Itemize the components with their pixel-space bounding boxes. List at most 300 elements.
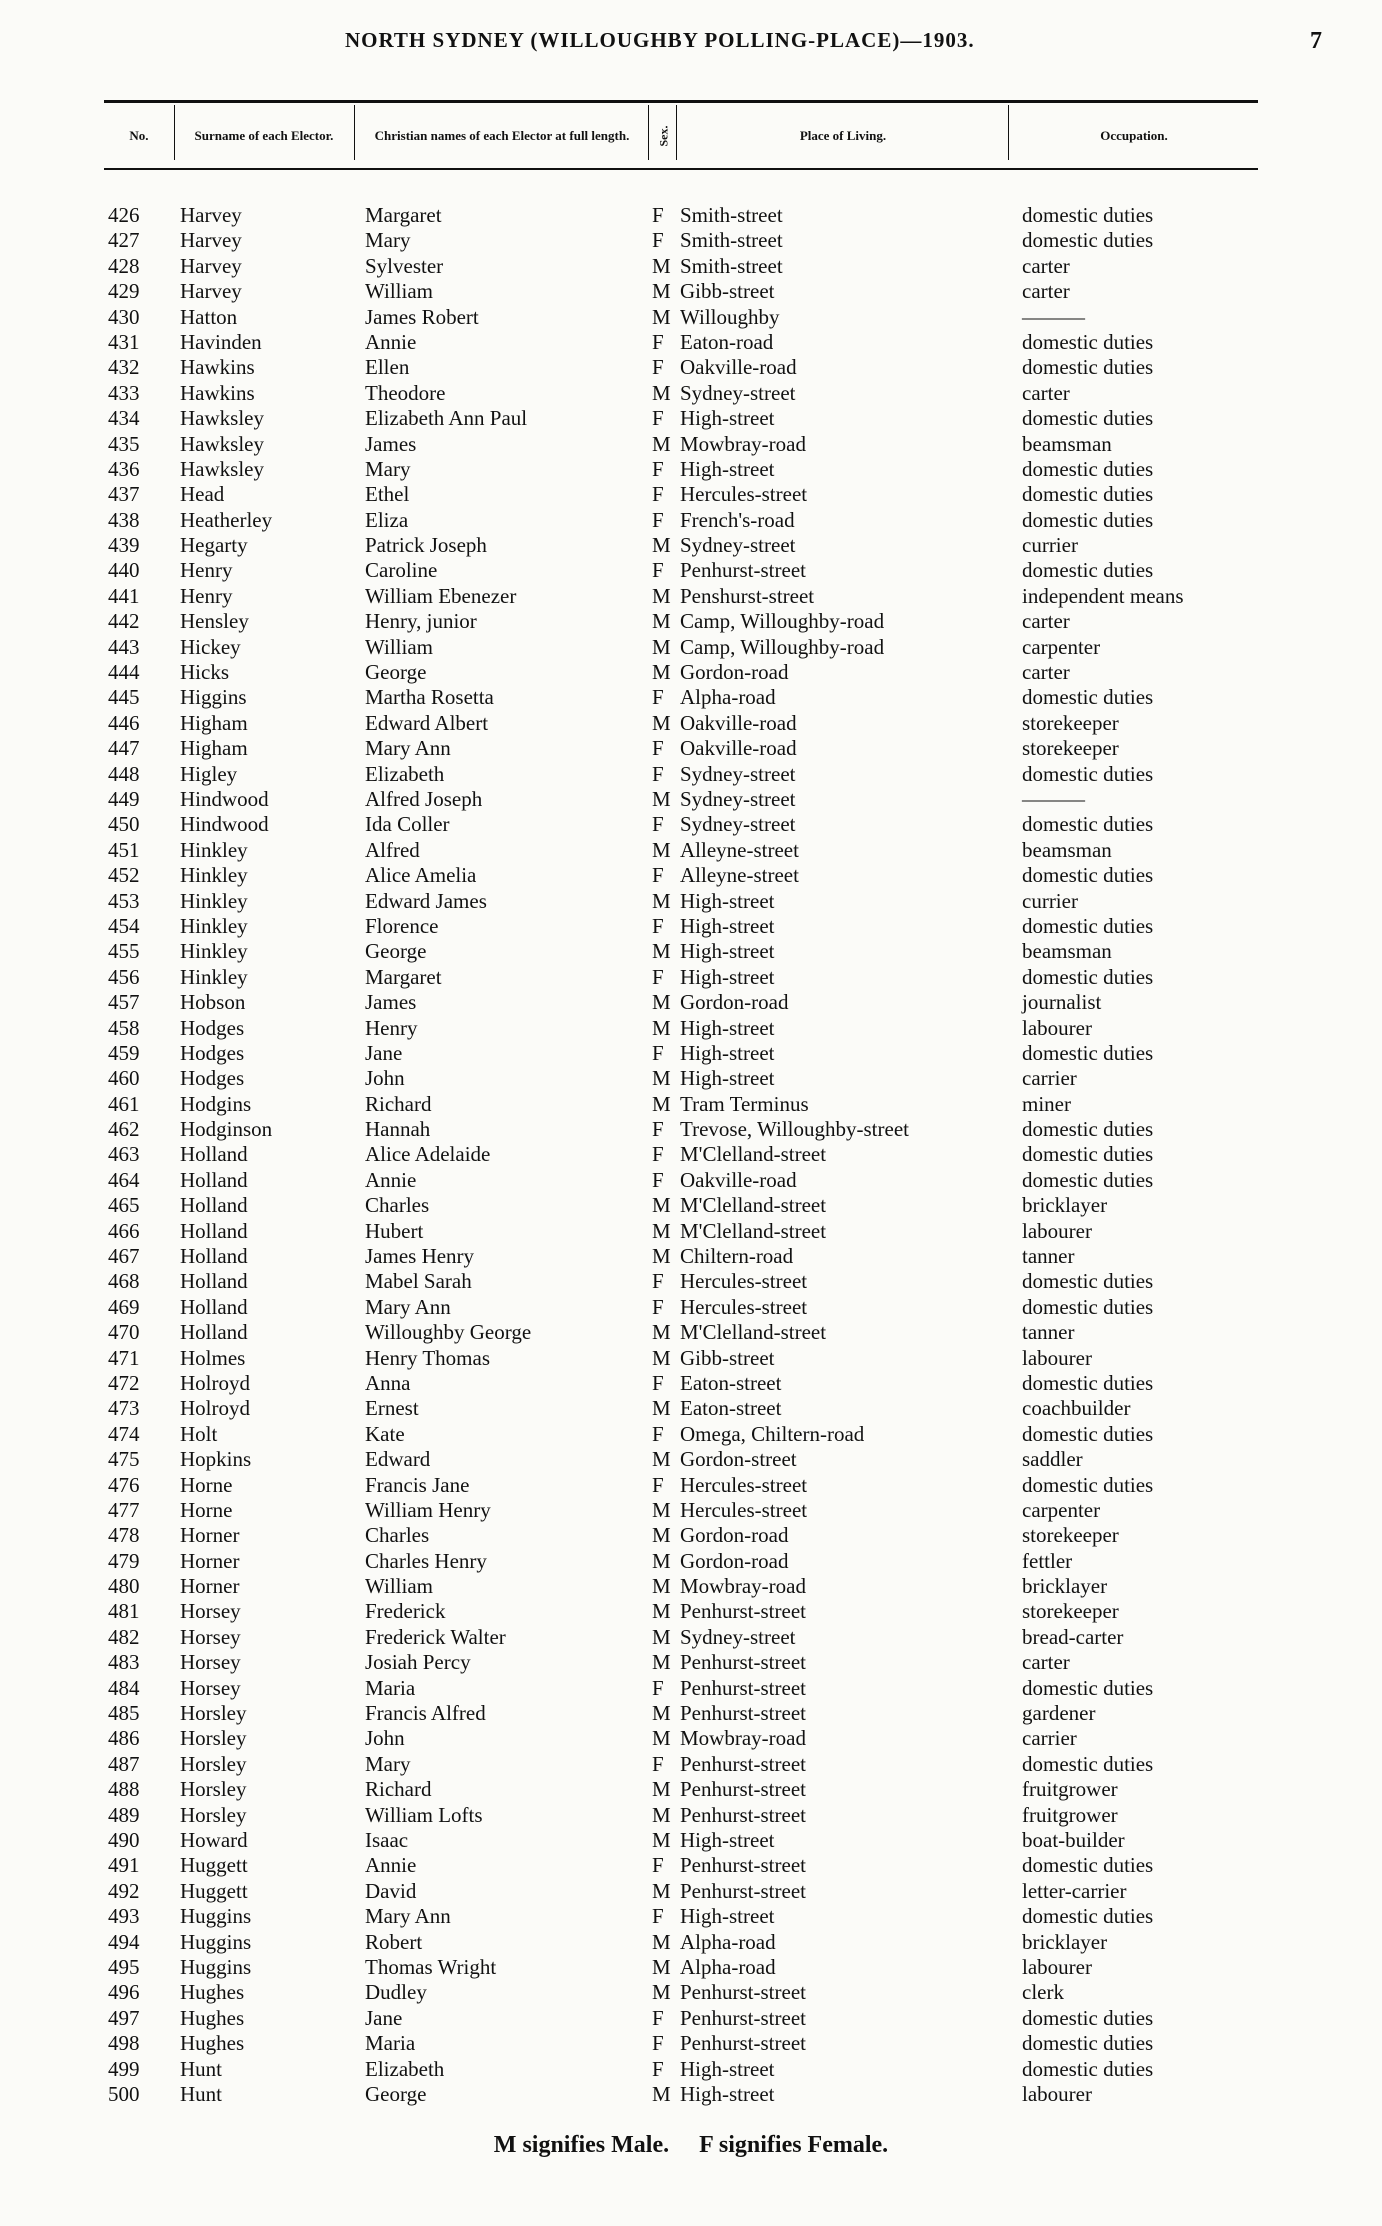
elector-place-of-living: Penhurst-street [680,2005,806,2030]
elector-sex: F [652,761,664,786]
elector-surname: Horsley [180,1726,247,1751]
elector-sex: F [652,1117,664,1142]
elector-surname: Horsey [180,1675,241,1700]
table-header [104,100,1258,170]
footer-legend [0,2132,1382,2159]
elector-sex: M [652,304,671,329]
elector-christian-names: Alfred Joseph [365,786,483,811]
elector-occupation: domestic duties [1022,456,1154,481]
elector-surname: Harvey [180,228,242,253]
elector-sex: M [652,533,671,558]
elector-surname: Horne [180,1497,233,1522]
elector-place-of-living: French's-road [680,507,795,532]
elector-place-of-living: Oakville-road [680,1167,797,1192]
elector-surname: Horsey [180,1650,241,1675]
elector-surname: Higley [180,761,238,786]
table-row [0,1219,1382,1244]
elector-sex: M [652,2081,671,2106]
elector-sex: F [652,456,664,481]
table-row [0,1371,1382,1396]
elector-occupation: domestic duties [1022,2005,1154,2030]
table-row [0,406,1382,431]
elector-sex: M [652,837,671,862]
table-row [0,330,1382,355]
elector-christian-names: Charles Henry [365,1548,487,1573]
elector-sex: M [652,1193,671,1218]
elector-christian-names: Mary Ann [365,736,451,761]
table-row [0,685,1382,710]
elector-number: 443 [108,634,140,659]
elector-occupation: carter [1022,279,1070,304]
elector-number: 433 [108,380,140,405]
table-row [0,1599,1382,1624]
table-row [0,838,1382,863]
elector-surname: Horner [180,1548,240,1573]
elector-place-of-living: Sydney-street [680,786,796,811]
elector-occupation: carpenter [1022,634,1101,659]
elector-christian-names: Margaret [365,964,442,989]
elector-occupation: carter [1022,1650,1070,1675]
elector-christian-names: Hannah [365,1117,431,1142]
elector-sex: M [652,634,671,659]
elector-number: 446 [108,710,140,735]
elector-occupation: domestic duties [1022,1294,1154,1319]
elector-place-of-living: Gibb-street [680,279,775,304]
table-row [0,711,1382,736]
table-row [0,279,1382,304]
elector-occupation: bricklayer [1022,1574,1108,1599]
table-row [0,508,1382,533]
elector-number: 500 [108,2081,140,2106]
elector-number: 486 [108,1726,140,1751]
elector-sex: M [652,1650,671,1675]
elector-number: 456 [108,964,140,989]
elector-number: 427 [108,228,140,253]
table-row [0,1016,1382,1041]
elector-sex: F [652,685,664,710]
elector-christian-names: Anna [365,1370,411,1395]
elector-surname: Hinkley [180,939,248,964]
elector-surname: Hatton [180,304,238,329]
elector-surname: Huggett [180,1878,248,1903]
elector-surname: Hughes [180,2031,245,2056]
elector-occupation: domestic duties [1022,685,1154,710]
elector-place-of-living: Sydney-street [680,533,796,558]
elector-place-of-living: Gordon-road [680,660,789,685]
elector-surname: Hinkley [180,913,248,938]
elector-surname: Hinkley [180,837,248,862]
elector-occupation: ——— [1022,786,1085,811]
table-row [0,1803,1382,1828]
elector-christian-names: Mary [365,1751,411,1776]
elector-place-of-living: Penhurst-street [680,1853,806,1878]
elector-place-of-living: Mowbray-road [680,431,806,456]
elector-sex: M [652,888,671,913]
elector-christian-names: Thomas Wright [365,1954,497,1979]
elector-number: 463 [108,1142,140,1167]
elector-christian-names: Edward James [365,888,487,913]
elector-christian-names: James [365,990,417,1015]
elector-surname: Holroyd [180,1370,250,1395]
elector-place-of-living: High-street [680,456,775,481]
elector-christian-names: William [365,279,433,304]
elector-occupation: domestic duties [1022,1040,1154,1065]
elector-number: 444 [108,660,140,685]
column-header-place-of-living: Place of Living. [799,127,887,143]
elector-sex: M [652,1218,671,1243]
elector-christian-names: Florence [365,913,439,938]
elector-number: 440 [108,558,140,583]
elector-surname: Harvey [180,253,242,278]
elector-number: 439 [108,533,140,558]
elector-place-of-living: Penhurst-street [680,2031,806,2056]
elector-sex: F [652,1167,664,1192]
elector-christian-names: Willoughby George [365,1320,532,1345]
elector-number: 466 [108,1218,140,1243]
elector-sex: M [652,710,671,735]
elector-sex: M [652,1091,671,1116]
elector-surname: Hegarty [180,533,248,558]
elector-place-of-living: Alleyne-street [680,837,799,862]
elector-place-of-living: Hercules-street [680,1497,808,1522]
elector-surname: Horsley [180,1777,247,1802]
elector-number: 441 [108,583,140,608]
elector-surname: Howard [180,1828,248,1852]
elector-christian-names: Ethel [365,482,410,507]
elector-place-of-living: Penhurst-street [680,1802,806,1827]
elector-sex: F [652,2031,664,2056]
elector-sex: M [652,1726,671,1751]
elector-number: 459 [108,1040,140,1065]
elector-sex: F [652,203,664,227]
elector-christian-names: Martha Rosetta [365,685,494,710]
elector-occupation: domestic duties [1022,203,1154,227]
elector-christian-names: Alice Adelaide [365,1142,491,1167]
table-row [0,1092,1382,1117]
elector-number: 465 [108,1193,140,1218]
elector-number: 431 [108,329,140,354]
elector-number: 438 [108,507,140,532]
elector-sex: M [652,1447,671,1472]
elector-sex: M [652,1523,671,1548]
elector-sex: M [652,1954,671,1979]
elector-place-of-living: Gibb-street [680,1345,775,1370]
table-row [0,2031,1382,2056]
elector-sex: F [652,1904,664,1929]
table-row [0,1498,1382,1523]
elector-surname: Hickey [180,634,241,659]
elector-sex: M [652,1980,671,2005]
elector-number: 491 [108,1853,140,1878]
elector-occupation: domestic duties [1022,558,1154,583]
elector-surname: Hughes [180,1980,245,2005]
elector-number: 484 [108,1675,140,1700]
elector-surname: Holmes [180,1345,246,1370]
table-row [0,1320,1382,1345]
elector-christian-names: Eliza [365,507,409,532]
elector-occupation: storekeeper [1022,710,1119,735]
elector-surname: Head [180,482,225,507]
elector-sex: F [652,228,664,253]
elector-place-of-living: High-street [680,964,775,989]
elector-number: 474 [108,1421,140,1446]
elector-sex: F [652,1853,664,1878]
elector-occupation: domestic duties [1022,355,1154,380]
elector-number: 430 [108,304,140,329]
elector-christian-names: Alfred [365,837,420,862]
elector-number: 493 [108,1904,140,1929]
elector-christian-names: Josiah Percy [365,1650,471,1675]
elector-surname: Holland [180,1294,248,1319]
elector-surname: Heatherley [180,507,273,532]
elector-christian-names: Patrick Joseph [365,533,487,558]
table-row [0,1650,1382,1675]
elector-place-of-living: Penhurst-street [680,1599,806,1624]
elector-christian-names: Mary [365,456,411,481]
elector-number: 442 [108,609,140,634]
elector-occupation: domestic duties [1022,1142,1154,1167]
elector-number: 485 [108,1701,140,1726]
elector-christian-names: Elizabeth Ann Paul [365,406,528,431]
elector-occupation: fruitgrower [1022,1777,1118,1802]
elector-occupation: domestic duties [1022,1472,1154,1497]
elector-christian-names: George [365,660,427,685]
elector-occupation: domestic duties [1022,1421,1154,1446]
elector-place-of-living: Sydney-street [680,812,796,837]
elector-christian-names: Charles [365,1523,430,1548]
elector-occupation: domestic duties [1022,1675,1154,1700]
elector-sex: M [652,279,671,304]
elector-christian-names: Mary Ann [365,1294,451,1319]
elector-number: 498 [108,2031,140,2056]
elector-place-of-living: Alpha-road [680,685,776,710]
elector-place-of-living: Oakville-road [680,355,797,380]
elector-occupation: carter [1022,253,1070,278]
elector-place-of-living: Gordon-road [680,1523,789,1548]
elector-surname: Hawkins [180,355,255,380]
elector-christian-names: Frederick [365,1599,446,1624]
elector-christian-names: Henry, junior [365,609,477,634]
elector-sex: M [652,1929,671,1954]
legend-male: M signifies Male. [493,2132,670,2158]
elector-sex: M [652,1701,671,1726]
elector-place-of-living: High-street [680,406,775,431]
elector-occupation: boat-builder [1022,1828,1125,1852]
table-row [0,1980,1382,2005]
table-row [0,914,1382,939]
elector-christian-names: Ida Coller [365,812,450,837]
table-row [0,381,1382,406]
elector-place-of-living: Penhurst-street [680,1701,806,1726]
table-row [0,660,1382,685]
elector-occupation: miner [1022,1091,1071,1116]
table-row [0,1346,1382,1371]
table-row [0,1041,1382,1066]
elector-occupation: carrier [1022,1726,1077,1751]
elector-sex: F [652,1040,664,1065]
elector-number: 461 [108,1091,140,1116]
elector-place-of-living: Penhurst-street [680,1777,806,1802]
elector-surname: Horsley [180,1701,247,1726]
elector-surname: Hobson [180,990,246,1015]
elector-surname: Hicks [180,660,229,685]
page-number: 7 [1310,28,1322,54]
elector-sex: F [652,558,664,583]
elector-sex: F [652,1269,664,1294]
elector-number: 476 [108,1472,140,1497]
elector-number: 447 [108,736,140,761]
elector-place-of-living: High-street [680,2081,775,2106]
elector-christian-names: John [365,1726,405,1751]
elector-number: 468 [108,1269,140,1294]
elector-place-of-living: Penhurst-street [680,1980,806,2005]
elector-sex: M [652,1548,671,1573]
elector-number: 471 [108,1345,140,1370]
elector-surname: Holland [180,1167,248,1192]
elector-place-of-living: Gordon-street [680,1447,797,1472]
elector-sex: F [652,507,664,532]
elector-christian-names: Annie [365,1853,417,1878]
table-row [0,1726,1382,1751]
elector-place-of-living: Smith-street [680,228,783,253]
elector-christian-names: Caroline [365,558,438,583]
elector-number: 452 [108,863,140,888]
elector-occupation: carpenter [1022,1497,1101,1522]
elector-occupation: domestic duties [1022,1904,1154,1929]
elector-occupation: domestic duties [1022,228,1154,253]
elector-sex: F [652,812,664,837]
elector-surname: Huggett [180,1853,248,1878]
elector-sex: M [652,1066,671,1091]
table-row [0,762,1382,787]
elector-christian-names: James Henry [365,1244,475,1269]
elector-occupation: labourer [1022,2081,1092,2106]
elector-christian-names: George [365,939,427,964]
legend-female: F signifies Female. [699,2132,889,2158]
column-header-occupation: Occupation. [1100,127,1168,143]
elector-number: 492 [108,1878,140,1903]
elector-number: 467 [108,1244,140,1269]
elector-surname: Hindwood [180,812,269,837]
table-row [0,1549,1382,1574]
column-header-sex: Sex. [656,125,670,146]
elector-sex: M [652,1574,671,1599]
table-row [0,432,1382,457]
elector-place-of-living: High-street [680,913,775,938]
elector-place-of-living: Eaton-street [680,1396,782,1421]
elector-sex: M [652,1599,671,1624]
elector-occupation: letter-carrier [1022,1878,1127,1903]
elector-occupation: domestic duties [1022,1117,1154,1142]
elector-number: 475 [108,1447,140,1472]
elector-place-of-living: Oakville-road [680,710,797,735]
elector-number: 487 [108,1751,140,1776]
elector-sex: F [652,1472,664,1497]
table-row [0,1523,1382,1548]
elector-place-of-living: Chiltern-road [680,1244,794,1269]
table-row [0,1396,1382,1421]
elector-place-of-living: Penshurst-street [680,583,815,608]
elector-place-of-living: Penhurst-street [680,1751,806,1776]
table-row [0,1879,1382,1904]
elector-occupation: domestic duties [1022,913,1154,938]
elector-surname: Higgins [180,685,247,710]
elector-occupation: storekeeper [1022,736,1119,761]
elector-sex: M [652,1244,671,1269]
elector-number: 489 [108,1802,140,1827]
elector-place-of-living: Sydney-street [680,1624,796,1649]
table-row [0,584,1382,609]
elector-place-of-living: High-street [680,939,775,964]
elector-place-of-living: Hercules-street [680,1294,808,1319]
column-header-no: No. [129,127,149,143]
elector-sex: F [652,482,664,507]
elector-surname: Hensley [180,609,249,634]
elector-occupation: domestic duties [1022,1269,1154,1294]
elector-christian-names: Elizabeth [365,761,445,786]
elector-christian-names: William [365,1574,433,1599]
elector-surname: Hinkley [180,863,248,888]
elector-place-of-living: Alpha-road [680,1954,776,1979]
elector-christian-names: Ernest [365,1396,419,1421]
elector-surname: Huggins [180,1929,252,1954]
elector-sex: M [652,380,671,405]
elector-number: 494 [108,1929,140,1954]
elector-occupation: saddler [1022,1447,1083,1472]
elector-occupation: domestic duties [1022,2031,1154,2056]
elector-surname: Hawksley [180,456,264,481]
elector-christian-names: Frederick Walter [365,1624,506,1649]
elector-surname: Hodges [180,1066,245,1091]
table-row [0,1295,1382,1320]
table-row [0,1752,1382,1777]
elector-surname: Harvey [180,203,242,227]
elector-place-of-living: M'Clelland-street [680,1320,827,1345]
elector-sex: F [652,1675,664,1700]
elector-place-of-living: Penhurst-street [680,558,806,583]
table-row [0,1930,1382,1955]
elector-occupation: labourer [1022,1218,1092,1243]
elector-christian-names: Dudley [365,1980,427,2005]
elector-sex: F [652,355,664,380]
table-row [0,635,1382,660]
elector-christian-names: Alice Amelia [365,863,477,888]
elector-number: 473 [108,1396,140,1421]
elector-place-of-living: High-street [680,888,775,913]
elector-number: 434 [108,406,140,431]
elector-christian-names: Richard [365,1777,432,1802]
elector-occupation: labourer [1022,1015,1092,1040]
elector-number: 445 [108,685,140,710]
table-row [0,1853,1382,1878]
elector-christian-names: James [365,431,417,456]
elector-christian-names: William Lofts [365,1802,483,1827]
elector-sex: F [652,2056,664,2081]
table-row [0,1142,1382,1167]
elector-sex: M [652,1015,671,1040]
elector-place-of-living: Sydney-street [680,380,796,405]
table-row [0,1701,1382,1726]
elector-christian-names: William Ebenezer [365,583,517,608]
table-row [0,2057,1382,2082]
elector-place-of-living: Trevose, Willoughby-street [680,1117,909,1142]
elector-surname: Hunt [180,2081,222,2106]
elector-surname: Henry [180,583,233,608]
elector-place-of-living: High-street [680,2056,775,2081]
elector-surname: Hinkley [180,964,248,989]
elector-surname: Holland [180,1142,248,1167]
elector-christian-names: Henry Thomas [365,1345,491,1370]
